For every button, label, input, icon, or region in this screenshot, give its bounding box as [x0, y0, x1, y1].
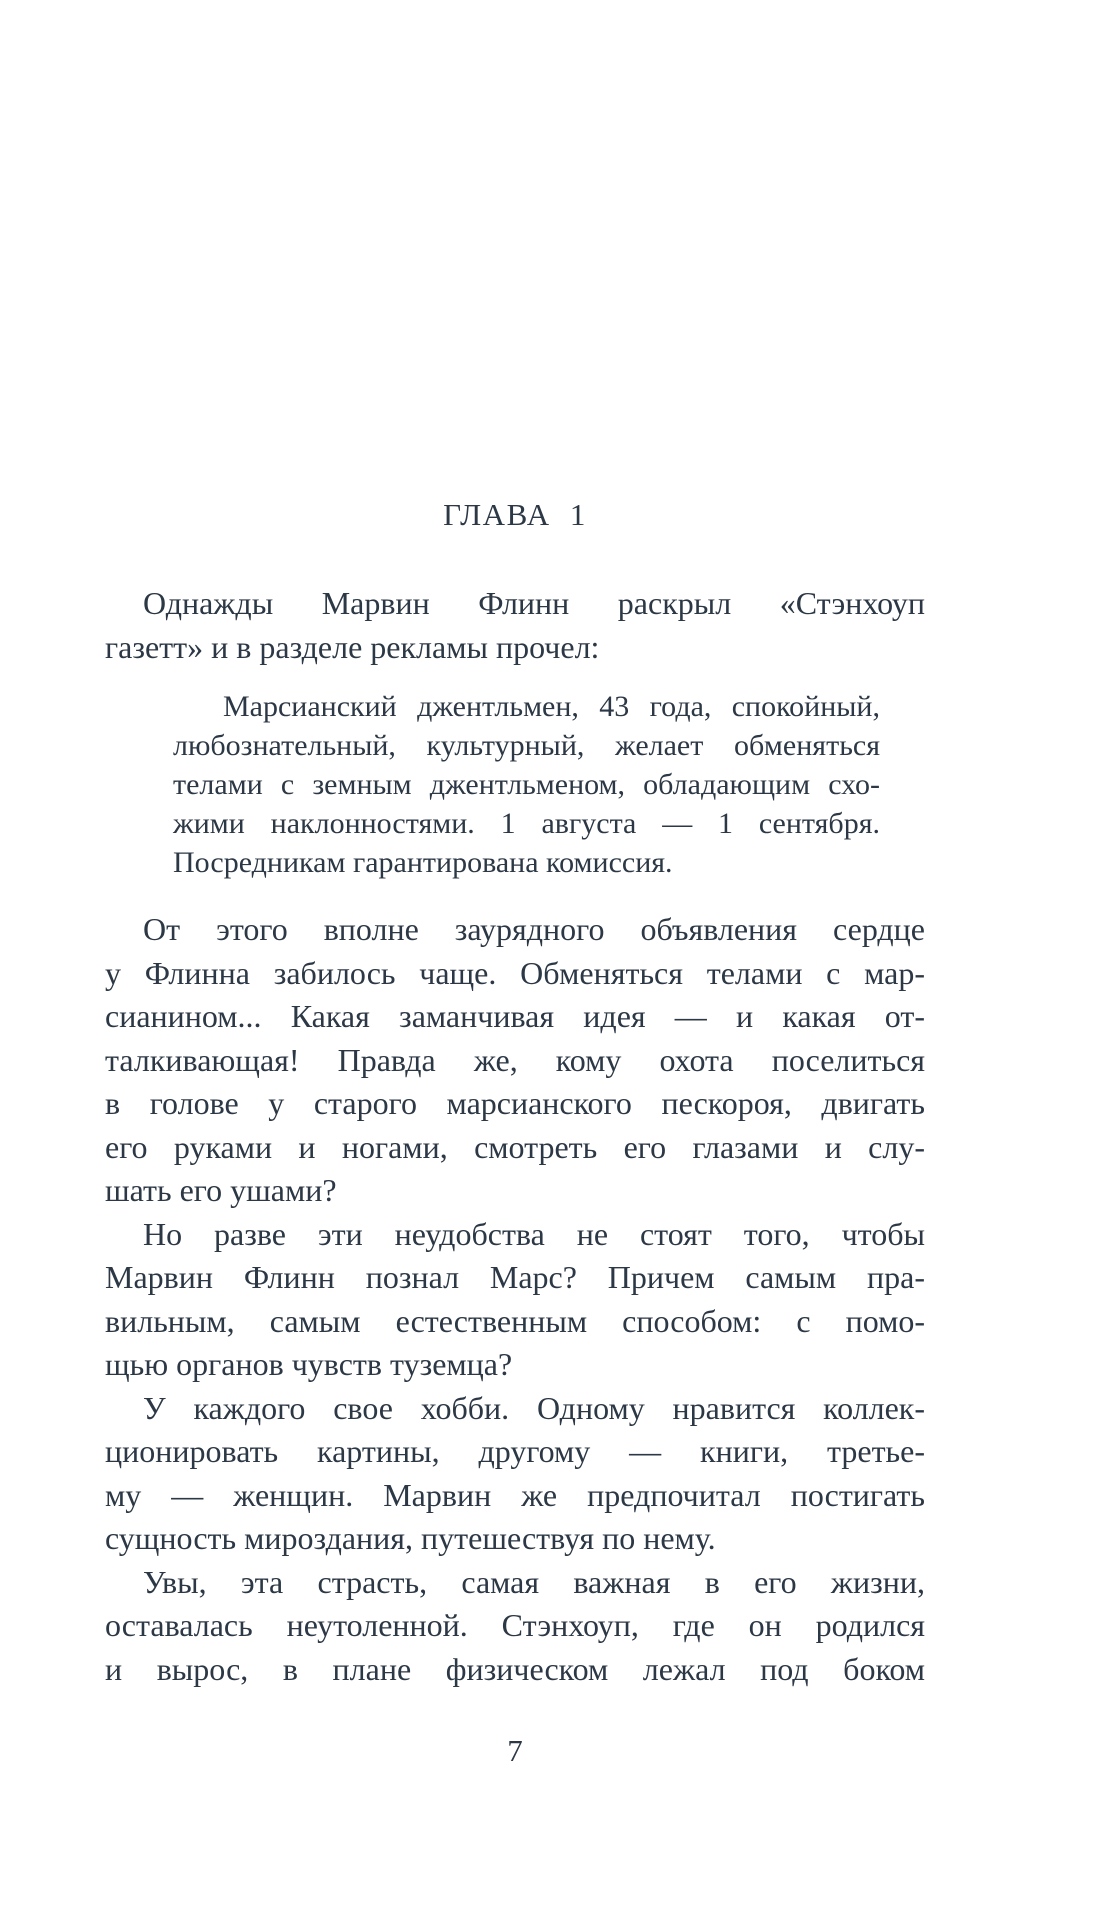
text-line: Однажды Марвин Флинн раскрыл «Стэнхоуп: [143, 585, 925, 621]
text-line: Марсианский джентльмен, 43 года, спокойный,: [223, 690, 880, 723]
text-line: От этого вполне заурядного объявления сердце: [143, 911, 925, 947]
text-line: любознательный, культурный, желает обменяться: [173, 729, 880, 762]
advertisement-quote: [173, 687, 880, 882]
paragraph: [105, 1213, 925, 1387]
chapter-heading: ГЛАВА 1: [443, 497, 587, 532]
text-line: оставалась неутоленной. Стэнхоуп, где он родился: [105, 1607, 925, 1643]
text-line: телами с земным джентльменом, обладающим схо-: [173, 768, 880, 801]
text-line: сущность мироздания, путешествуя по нему.: [105, 1520, 716, 1556]
text-line: вильным, самым естественным способом: с помо-: [105, 1302, 925, 1339]
text-line: Увы, эта страсть, самая важная в его жизни,: [143, 1563, 925, 1600]
text-line: Марвин Флинн познал Марс? Причем самым пра-: [105, 1259, 925, 1295]
text-line: сианином... Какая заманчивая идея — и какая от-: [105, 998, 925, 1034]
paragraph: [105, 582, 925, 669]
page-number: 7: [507, 1733, 523, 1768]
text-line: му — женщин. Марвин же предпочитал постигать: [105, 1476, 925, 1513]
paragraph: [105, 1387, 925, 1561]
text-line: у Флинна забилось чаще. Обменяться телами с мар-: [105, 954, 925, 991]
text-line: Но разве эти неудобства не стоят того, чтобы: [143, 1215, 925, 1252]
text-line: У каждого свое хобби. Одному нравится коллек-: [143, 1389, 925, 1426]
text-flow: [105, 582, 925, 1691]
text-line: его руками и ногами, смотреть его глазами и слу-: [105, 1128, 925, 1165]
text-line: жими наклонностями. 1 августа — 1 сентября.: [173, 807, 880, 840]
text-line: и вырос, в плане физическом лежал под боком: [105, 1650, 925, 1687]
text-line: ционировать картины, другому — книги, третье-: [105, 1433, 925, 1469]
text-line: талкивающая! Правда же, кому охота поселиться: [105, 1041, 925, 1078]
paragraph: [105, 1561, 925, 1692]
text-line: Посредникам гарантирована комиссия.: [173, 846, 673, 879]
paragraph: [105, 908, 925, 1213]
text-line: щью органов чувств туземца?: [105, 1346, 513, 1382]
text-line: в голове у старого марсианского пескороя, двигать: [105, 1085, 925, 1121]
text-line: шать его ушами?: [105, 1172, 337, 1208]
text-line: газетт» и в разделе рекламы прочел:: [105, 628, 600, 665]
